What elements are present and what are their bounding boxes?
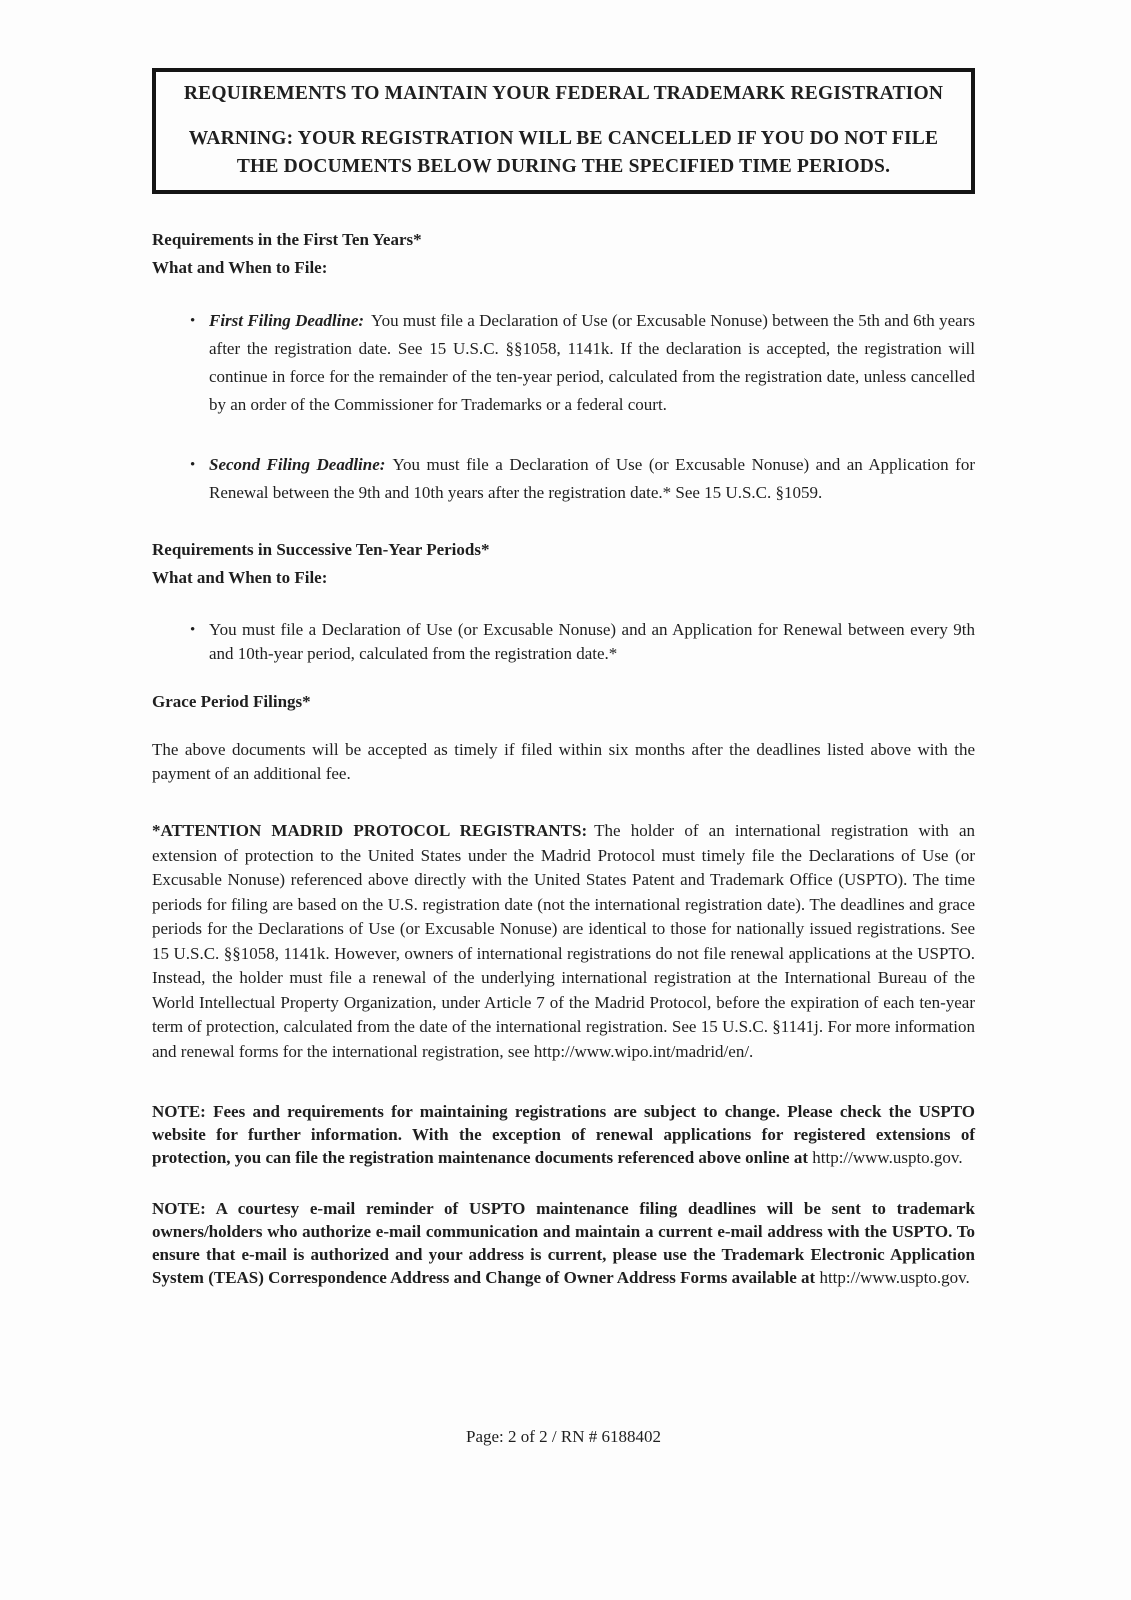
second-filing-deadline-paragraph — [209, 451, 975, 507]
uspto-url: http://www.uspto.gov. — [812, 1148, 963, 1167]
note-email-bold-text: NOTE: A courtesy e-mail reminder of USPTO maintenance filing deadlines will be sent to trademark owners/holders who authorize e-mail communication and maintain a current e-mail address with the USPTO. To ensure that e-mail is authorized and your address is current, please use the Trademark Electronic Application System (TEAS) Correspondence Address and Change of Owner Address Forms available at — [152, 1199, 975, 1287]
warning-box — [152, 68, 975, 194]
second-filing-deadline-label: Second Filing Deadline: — [209, 455, 386, 474]
successive-periods-bullet-list — [190, 618, 975, 666]
bullet-icon: • — [190, 313, 196, 329]
first-ten-years-heading: Requirements in the First Ten Years* — [152, 230, 422, 249]
warning-box-title: REQUIREMENTS TO MAINTAIN YOUR FEDERAL TRADEMARK REGISTRATION — [183, 83, 944, 104]
successive-periods-subheading: What and When to File: — [152, 568, 328, 587]
second-filing-deadline-text: You must file a Declaration of Use (or Excusable Nonuse) and an Application for Renewal between the 9th and 10th years after the registration date.* See 15 U.S.C. §1059. — [209, 455, 975, 502]
successive-periods-text: You must file a Declaration of Use (or Excusable Nonuse) and an Application for Renewal between every 9th and 10th-year period, calculated from the registration date.* — [209, 620, 975, 663]
warning-box-message: WARNING: YOUR REGISTRATION WILL BE CANCELLED IF YOU DO NOT FILE THE DOCUMENTS BELOW DURING THE SPECIFIED TIME PERIODS. — [188, 128, 939, 177]
list-item — [190, 307, 975, 419]
first-ten-years-bullet-list — [190, 307, 975, 507]
list-item — [190, 618, 975, 666]
successive-periods-heading: Requirements in Successive Ten-Year Periods* — [152, 540, 490, 559]
page-footer: Page: 2 of 2 / RN # 6188402 — [465, 1427, 662, 1446]
note-fees-paragraph — [152, 1100, 975, 1169]
list-item — [190, 451, 975, 507]
note-fees-bold-text: NOTE: Fees and requirements for maintaining registrations are subject to change. Please check the USPTO website for further information. With the exception of renewal applications for registered extensions of protection, you can file the registration maintenance documents referenced above online at — [152, 1102, 975, 1167]
section-successive-periods-headings — [152, 536, 975, 592]
first-filing-deadline-paragraph — [209, 307, 975, 419]
uspto-url: http://www.uspto.gov. — [819, 1268, 970, 1287]
grace-period-paragraph: The above documents will be accepted as timely if filed within six months after the deadlines listed above with the payment of an additional fee. — [152, 740, 975, 783]
madrid-protocol-paragraph — [152, 819, 975, 1064]
madrid-protocol-text: The holder of an international registration with an extension of protection to the United States under the Madrid Protocol must timely file the Declarations of Use (or Excusable Nonuse) referenced above directly with the United States Patent and Trademark Office (USPTO). The time periods for filing are based on the U.S. registration date (not the international registration date). The deadlines and grace periods for the Declarations of Use (or Excusable Nonuse) are identical to those for nationally issued registrations. See 15 U.S.C. §§1058, 1141k. However, owners of international registrations do not file renewal applications at the USPTO. Instead, the holder must file a renewal of the underlying international registration at the International Bureau of the World Intellectual Property Organization, under Article 7 of the Madrid Protocol, before the expiration of each ten-year term of protection, calculated from the date of the international registration. See 15 U.S.C. §1141j. For more information and renewal forms for the international registration, see — [152, 821, 975, 1061]
first-filing-deadline-label: First Filing Deadline: — [209, 311, 365, 330]
wipo-url: http://www.wipo.int/madrid/en/. — [533, 1041, 754, 1061]
note-email-paragraph — [152, 1197, 975, 1289]
grace-period-heading: Grace Period Filings* — [152, 692, 311, 711]
bullet-icon: • — [190, 622, 196, 638]
madrid-protocol-label: *ATTENTION MADRID PROTOCOL REGISTRANTS: — [152, 821, 588, 840]
section-first-ten-years-headings — [152, 226, 975, 282]
first-ten-years-subheading: What and When to File: — [152, 258, 328, 277]
bullet-icon: • — [190, 457, 196, 473]
first-filing-deadline-text: You must file a Declaration of Use (or Excusable Nonuse) between the 5th and 6th years after the registration date. See 15 U.S.C. §§1058, 1141k. If the declaration is accepted, the registration will continue in force for the remainder of the ten-year period, calculated from the registration date, unless cancelled by an order of the Commissioner for Trademarks or a federal court. — [209, 311, 975, 414]
